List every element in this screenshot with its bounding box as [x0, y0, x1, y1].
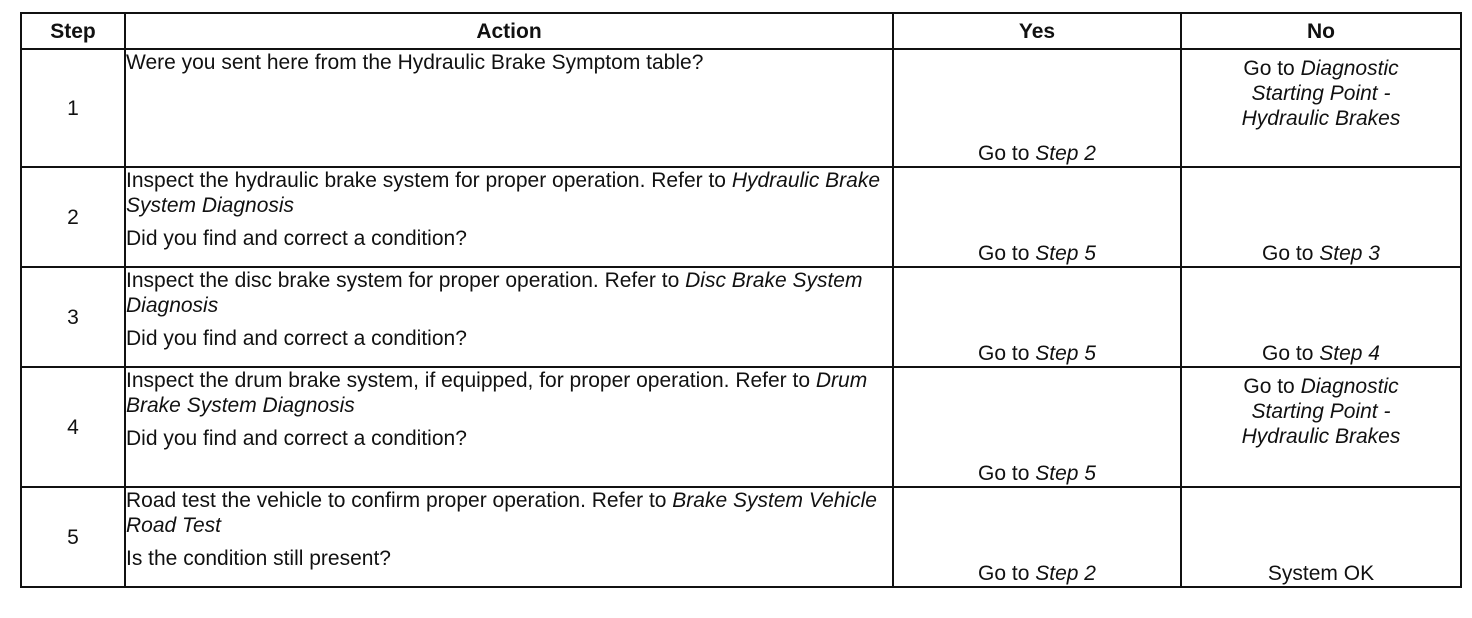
header-step: Step	[21, 13, 125, 49]
action-cell	[125, 367, 893, 487]
no-ref-link-line2[interactable]: Starting Point -	[1251, 82, 1391, 105]
header-yes: Yes	[893, 13, 1181, 49]
diagnostic-table	[20, 12, 1462, 588]
table-row	[21, 167, 1461, 267]
header-row	[21, 13, 1461, 49]
action-text: Inspect the disc brake system for proper operation. Refer to	[126, 269, 686, 292]
yes-step-link[interactable]: Step 5	[1035, 242, 1096, 265]
yes-cell	[893, 267, 1181, 367]
no-prefix: Go to	[1243, 57, 1301, 80]
action-ref-link[interactable]: Disc Brake System Diagnosis	[126, 269, 863, 317]
header-no: No	[1181, 13, 1461, 49]
no-prefix: Go to	[1262, 342, 1320, 365]
action-text: Road test the vehicle to confirm proper operation. Refer to	[126, 489, 673, 512]
action-question: Did you find and correct a condition?	[126, 227, 467, 250]
yes-cell	[893, 487, 1181, 587]
no-cell	[1181, 267, 1461, 367]
yes-prefix: Go to	[978, 142, 1036, 165]
action-question: Did you find and correct a condition?	[126, 327, 467, 350]
no-step-link[interactable]: Step 4	[1319, 342, 1380, 365]
action-cell	[125, 487, 893, 587]
step-number: 2	[21, 167, 125, 267]
no-prefix: Go to	[1262, 242, 1320, 265]
action-ref-link[interactable]: Brake System Vehicle Road Test	[126, 489, 877, 537]
yes-prefix: Go to	[978, 242, 1036, 265]
action-question: Is the condition still present?	[126, 547, 391, 570]
table-row	[21, 367, 1461, 487]
table-row	[21, 487, 1461, 587]
table-row	[21, 49, 1461, 167]
no-ref-link[interactable]: Diagnostic	[1300, 375, 1399, 398]
no-ref-link-line3[interactable]: Hydraulic Brakes	[1241, 107, 1401, 130]
action-text: Inspect the drum brake system, if equipped, for proper operation. Refer to	[126, 369, 816, 392]
no-result: System OK	[1267, 562, 1375, 585]
no-cell	[1181, 367, 1461, 487]
action-text: Were you sent here from the Hydraulic Brake Symptom table?	[126, 51, 704, 74]
yes-step-link[interactable]: Step 2	[1035, 562, 1096, 585]
yes-cell	[893, 367, 1181, 487]
yes-cell	[893, 49, 1181, 167]
action-question: Did you find and correct a condition?	[126, 427, 467, 450]
no-step-link[interactable]: Step 3	[1319, 242, 1380, 265]
yes-prefix: Go to	[978, 562, 1036, 585]
action-text: Inspect the hydraulic brake system for proper operation. Refer to	[126, 169, 732, 192]
no-ref-link-line3[interactable]: Hydraulic Brakes	[1241, 425, 1401, 448]
no-ref-link-line2[interactable]: Starting Point -	[1251, 400, 1391, 423]
table-row	[21, 267, 1461, 367]
no-cell	[1181, 487, 1461, 587]
no-prefix: Go to	[1243, 375, 1301, 398]
yes-step-link[interactable]: Step 5	[1035, 342, 1096, 365]
yes-step-link[interactable]: Step 5	[1035, 462, 1096, 485]
action-cell	[125, 49, 893, 167]
no-ref-link[interactable]: Diagnostic	[1300, 57, 1399, 80]
no-cell	[1181, 49, 1461, 167]
yes-prefix: Go to	[978, 342, 1036, 365]
action-cell	[125, 167, 893, 267]
action-ref-link[interactable]: Drum Brake System Diagnosis	[126, 369, 868, 417]
yes-prefix: Go to	[978, 462, 1036, 485]
step-number: 1	[21, 49, 125, 167]
step-number: 3	[21, 267, 125, 367]
action-ref-link[interactable]: Hydraulic Brake System Diagnosis	[126, 169, 881, 217]
yes-cell	[893, 167, 1181, 267]
step-number: 5	[21, 487, 125, 587]
step-number: 4	[21, 367, 125, 487]
action-cell	[125, 267, 893, 367]
no-cell	[1181, 167, 1461, 267]
yes-step-link[interactable]: Step 2	[1035, 142, 1096, 165]
header-action: Action	[125, 13, 893, 49]
